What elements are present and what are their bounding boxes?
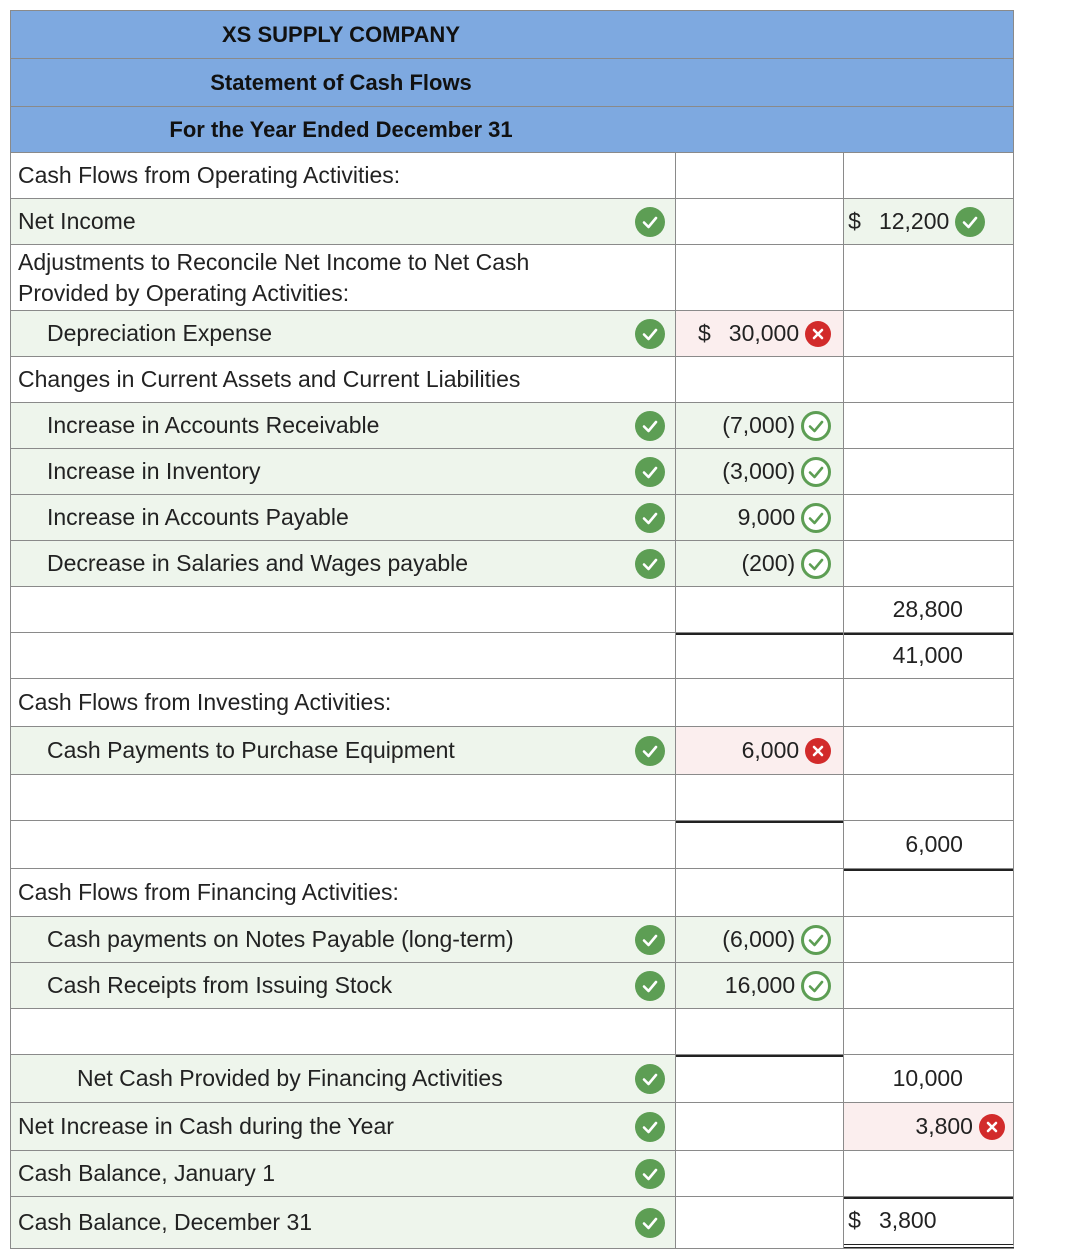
row-label-cell[interactable] [11, 495, 676, 540]
total-amount-cell[interactable] [844, 449, 1014, 494]
row-label: Cash Flows from Operating Activities: [18, 162, 401, 188]
detail-amount-cell[interactable] [676, 727, 844, 774]
detail-amount-cell[interactable] [676, 153, 844, 198]
total-amount-cell[interactable] [844, 1197, 1014, 1248]
correct-check-icon [801, 925, 831, 955]
total-amount-wrap [844, 207, 993, 237]
detail-amount: 16,000 [724, 972, 796, 998]
correct-check-icon [801, 549, 831, 579]
total-amount-cell[interactable] [844, 357, 1014, 402]
row-label-cell [11, 679, 676, 726]
row-label: Net Cash Provided by Financing Activities [77, 1065, 503, 1091]
detail-amount-wrap [722, 411, 843, 441]
row-label: Changes in Current Assets and Current Liabilities [18, 366, 521, 392]
statement-row [10, 1151, 1014, 1197]
total-amount: 3,800 [878, 1207, 937, 1233]
row-label-cell[interactable] [11, 1103, 676, 1150]
statement-row [10, 357, 1014, 403]
total-amount: 28,800 [892, 596, 963, 622]
row-label: Decrease in Salaries and Wages payable [47, 550, 469, 576]
row-label: Cash Payments to Purchase Equipment [47, 737, 455, 763]
total-amount-cell[interactable] [844, 311, 1014, 356]
detail-amount-cell[interactable] [676, 679, 844, 726]
statement-header [10, 58, 1014, 106]
row-label-cell [11, 1009, 676, 1054]
detail-amount: (200) [741, 550, 796, 576]
incorrect-x-icon [805, 738, 831, 764]
total-amount-wrap [893, 642, 1013, 669]
detail-amount-wrap [698, 320, 843, 347]
row-label: Cash Receipts from Issuing Stock [47, 972, 393, 998]
row-label: Cash payments on Notes Payable (long-term) [47, 926, 514, 952]
total-amount-cell[interactable] [844, 245, 1014, 310]
row-label: Net Income [18, 208, 136, 234]
total-amount-cell[interactable] [844, 963, 1014, 1008]
correct-check-icon [635, 1208, 665, 1238]
detail-amount: 6,000 [741, 737, 800, 763]
detail-amount-cell[interactable] [676, 1009, 844, 1054]
detail-amount-cell[interactable] [676, 1197, 844, 1248]
total-amount-cell[interactable] [844, 821, 1014, 868]
total-amount-wrap [915, 1113, 1013, 1140]
statement-row [10, 199, 1014, 245]
row-label: Cash Flows from Investing Activities: [18, 689, 392, 715]
incorrect-x-icon [979, 1114, 1005, 1140]
correct-check-icon [635, 457, 665, 487]
correct-check-icon [801, 457, 831, 487]
row-label-cell [11, 153, 676, 198]
row-label-cell[interactable] [11, 403, 676, 448]
row-label-cell [11, 775, 676, 820]
total-amount: 12,200 [878, 208, 950, 234]
row-label-cell[interactable] [11, 727, 676, 774]
total-amount-cell[interactable] [844, 633, 1014, 678]
total-amount-cell[interactable] [844, 727, 1014, 774]
statement-row [10, 869, 1014, 917]
statement-row [10, 403, 1014, 449]
correct-check-icon [635, 1112, 665, 1142]
correct-check-icon [635, 319, 665, 349]
detail-amount-wrap [725, 971, 843, 1001]
detail-amount-cell[interactable] [676, 357, 844, 402]
detail-amount: (6,000) [722, 926, 796, 952]
statement-row [10, 1009, 1014, 1055]
statement-row [10, 153, 1014, 199]
detail-amount-cell[interactable] [676, 541, 844, 586]
row-label-cell [11, 587, 676, 632]
row-label-cell [11, 633, 676, 678]
detail-amount-cell[interactable] [676, 1151, 844, 1196]
total-amount-cell[interactable] [844, 153, 1014, 198]
row-label: Increase in Inventory [47, 458, 261, 484]
total-amount-cell[interactable] [844, 1009, 1014, 1054]
correct-check-icon [801, 411, 831, 441]
total-amount-wrap [893, 596, 1013, 623]
statement-row [10, 727, 1014, 775]
detail-amount-cell[interactable] [676, 775, 844, 820]
correct-check-icon [635, 925, 665, 955]
correct-check-icon [635, 1064, 665, 1094]
row-label: Net Increase in Cash during the Year [18, 1113, 394, 1139]
row-label: Cash Balance, December 31 [18, 1209, 313, 1235]
dollar-sign: $ [848, 1207, 861, 1233]
detail-amount-cell[interactable] [676, 1055, 844, 1102]
statement-row [10, 633, 1014, 679]
statement-row [10, 821, 1014, 869]
row-label: Adjustments to Reconcile Net Income to Net Cash Provided by Operating Activities: [18, 248, 530, 306]
statement-row [10, 245, 1014, 311]
statement-row [10, 587, 1014, 633]
detail-amount-cell[interactable] [676, 869, 844, 916]
total-amount-cell[interactable] [844, 587, 1014, 632]
total-amount-cell[interactable] [844, 679, 1014, 726]
detail-amount-cell[interactable] [676, 449, 844, 494]
statement-row [10, 311, 1014, 357]
company-header [10, 10, 1014, 58]
statement-row [10, 963, 1014, 1009]
row-label: Cash Flows from Financing Activities: [18, 879, 399, 905]
total-amount-cell[interactable] [844, 775, 1014, 820]
total-amount-wrap [905, 831, 1013, 858]
correct-check-icon [801, 503, 831, 533]
correct-check-icon [635, 549, 665, 579]
detail-amount-wrap [722, 925, 843, 955]
total-amount: 3,800 [915, 1113, 973, 1139]
statement-row [10, 679, 1014, 727]
detail-amount: 30,000 [728, 320, 800, 346]
total-amount-wrap [893, 1065, 1013, 1092]
row-label-cell[interactable] [11, 449, 676, 494]
correct-check-icon [635, 207, 665, 237]
row-label: Depreciation Expense [47, 320, 273, 346]
correct-check-icon [635, 411, 665, 441]
detail-amount-cell[interactable] [676, 821, 844, 868]
total-amount-cell[interactable] [844, 541, 1014, 586]
detail-amount: 9,000 [737, 504, 796, 530]
statement-row [10, 449, 1014, 495]
row-label-cell [11, 869, 676, 916]
row-label-cell[interactable] [11, 963, 676, 1008]
total-amount-cell[interactable] [844, 917, 1014, 962]
detail-amount-cell[interactable] [676, 311, 844, 356]
row-label-cell[interactable] [11, 311, 676, 356]
detail-amount-cell[interactable] [676, 963, 844, 1008]
row-label-cell[interactable] [11, 541, 676, 586]
period-header [10, 106, 1014, 153]
detail-amount: (3,000) [722, 458, 796, 484]
correct-check-icon [635, 971, 665, 1001]
correct-check-icon [801, 971, 831, 1001]
detail-amount-cell[interactable] [676, 403, 844, 448]
row-label-cell[interactable] [11, 1197, 676, 1248]
statement-row [10, 1197, 1014, 1249]
detail-amount-cell[interactable] [676, 917, 844, 962]
detail-amount-wrap [722, 457, 843, 487]
total-amount-cell[interactable] [844, 1055, 1014, 1102]
statement-row [10, 775, 1014, 821]
row-label-cell[interactable] [11, 1055, 676, 1102]
detail-amount-cell[interactable] [676, 245, 844, 310]
statement-row [10, 917, 1014, 963]
row-label-cell [11, 821, 676, 868]
statement-row [10, 1055, 1014, 1103]
correct-check-icon [955, 207, 985, 237]
statement-row [10, 541, 1014, 587]
dollar-sign: $ [848, 208, 861, 234]
total-amount: 41,000 [892, 642, 963, 668]
row-label-cell [11, 357, 676, 402]
statement-title: Statement of Cash Flows [210, 69, 472, 95]
statement-row [10, 495, 1014, 541]
row-label: Cash Balance, January 1 [18, 1160, 275, 1186]
total-amount-cell[interactable] [844, 199, 1014, 244]
detail-amount-cell[interactable] [676, 633, 844, 678]
total-amount: 6,000 [905, 831, 963, 857]
statement-period: For the Year Ended December 31 [169, 116, 513, 142]
detail-amount-wrap [741, 549, 843, 579]
detail-amount-cell[interactable] [676, 1103, 844, 1150]
correct-check-icon [635, 736, 665, 766]
correct-check-icon [635, 1159, 665, 1189]
total-amount-cell[interactable] [844, 403, 1014, 448]
statement-rows [10, 153, 1014, 1249]
row-label: Increase in Accounts Payable [47, 504, 349, 530]
detail-amount-wrap [742, 737, 844, 764]
total-amount-wrap [844, 1207, 986, 1234]
dollar-sign: $ [698, 320, 711, 346]
row-label-cell[interactable] [11, 917, 676, 962]
detail-amount-cell[interactable] [676, 495, 844, 540]
detail-amount: (7,000) [722, 412, 796, 438]
row-label: Increase in Accounts Receivable [47, 412, 380, 438]
row-label-cell[interactable] [11, 1151, 676, 1196]
total-amount-cell[interactable] [844, 1151, 1014, 1196]
company-name: XS SUPPLY COMPANY [222, 21, 460, 47]
correct-check-icon [635, 503, 665, 533]
detail-amount-cell[interactable] [676, 587, 844, 632]
total-amount-cell[interactable] [844, 869, 1014, 916]
total-amount-cell[interactable] [844, 495, 1014, 540]
detail-amount-wrap [738, 503, 844, 533]
detail-amount-cell[interactable] [676, 199, 844, 244]
total-amount: 10,000 [892, 1065, 963, 1091]
cash-flow-statement [10, 10, 1014, 1249]
incorrect-x-icon [805, 321, 831, 347]
row-label-cell [11, 245, 676, 310]
statement-row [10, 1103, 1014, 1151]
row-label-cell[interactable] [11, 199, 676, 244]
total-amount-cell[interactable] [844, 1103, 1014, 1150]
